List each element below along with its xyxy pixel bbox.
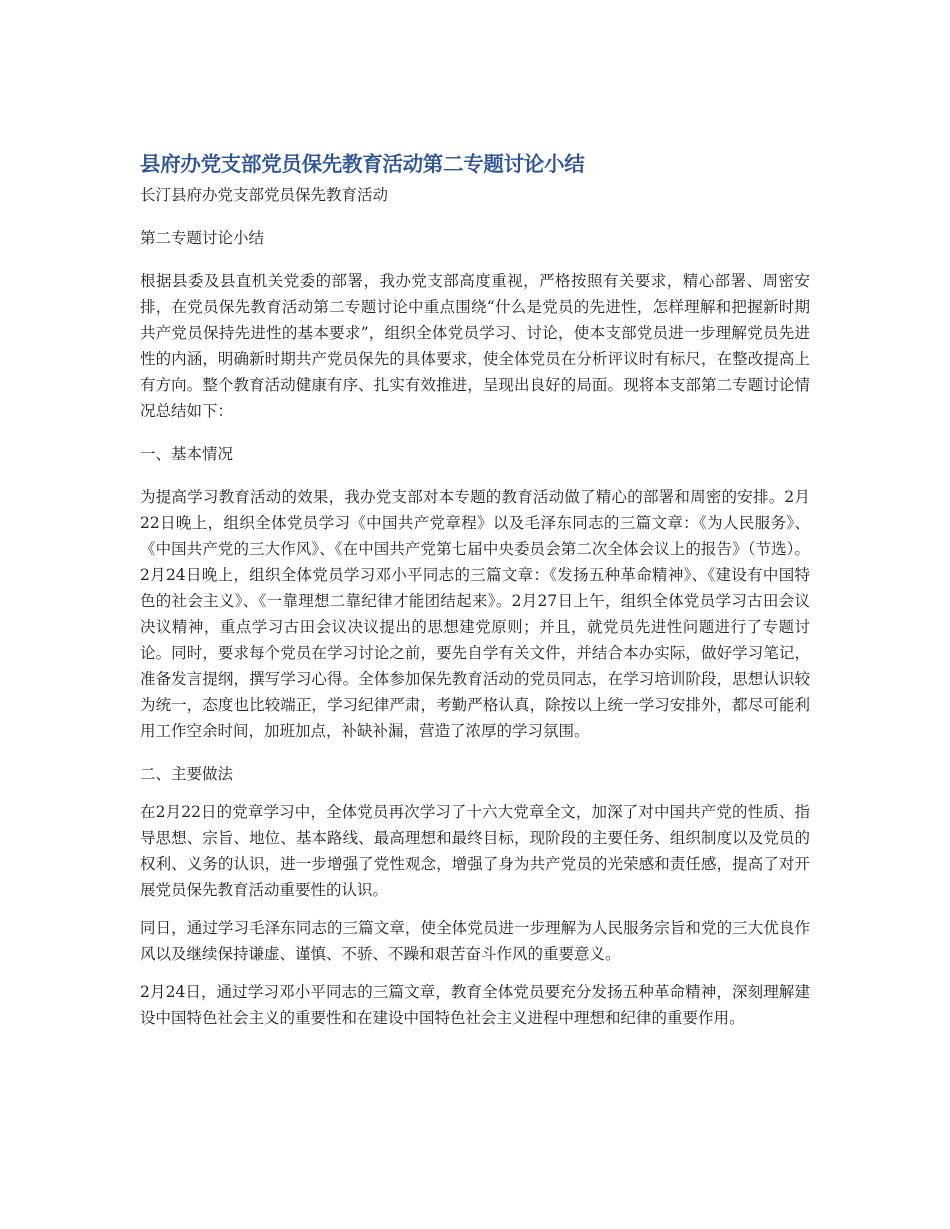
basic-situation-paragraph: 为提高学习教育活动的效果，我办党支部对本专题的教育活动做了精心的部署和周密的安排。2月22日晚上，组织全体党员学习《中国共产党章程》以及毛泽东同志的三篇文章：《为人民服务》、《中国共产党的三大作风》、《在中国共产党第七届中央委员会第二次全体会议上的报告》（节选）。2月24日晚上，组织全体党员学习邓小平同志的三篇文章：《发扬五种革命精神》、《建设有中国特色的社会主义》、《一靠理想二靠纪律才能团结起来》。2月27日上午，组织全体党员学习古田会议决议精神，重点学习古田会议决议提出的思想建党原则；并且，就党员先进性问题进行了专题讨论。同时，要求每个党员在学习讨论之前，要先自学有关文件，并结合本办实际，做好学习笔记，准备发言提纲，撰写学习心得。全体参加保先教育活动的党员同志，在学习培训阶段，思想认识较为统一，态度也比较端正，学习纪律严肃，考勤严格认真，除按以上统一学习安排外，都尽可能利用工作空余时间，加班加点，补缺补漏，营造了浓厚的学习氛围。 — [140, 488, 810, 740]
document-page — [140, 148, 810, 1031]
practices-paragraph-3: 2月24日，通过学习邓小平同志的三篇文章，教育全体党员要充分发扬五种革命精神，深刻理解建设中国特色社会主义的重要性和在建设中国特色社会主义进程中理想和纪律的重要作用。 — [140, 983, 810, 1027]
document-subtitle: 长汀县府办党支部党员保先教育活动 — [140, 186, 389, 204]
section-heading-basic-situation: 一、基本情况 — [140, 445, 234, 463]
practices-paragraph-2: 同日，通过学习毛泽东同志的三篇文章，使全体党员进一步理解为人民服务宗旨和党的三大优良作风以及继续保持谦虚、谨慎、不骄、不躁和艰苦奋斗作风的重要意义。 — [140, 919, 810, 963]
intro-paragraph: 根据县委及县直机关党委的部署，我办党支部高度重视，严格按照有关要求，精心部署、周密安排，在党员保先教育活动第二专题讨论中重点围绕“什么是党员的先进性，怎样理解和把握新时期共产党员保持先进性的基本要求”，组织全体党员学习、讨论，使本支部党员进一步理解党员先进性的内涵，明确新时期共产党员保先的具体要求，使全体党员在分析评议时有标尺，在整改提高上有方向。整个教育活动健康有序、扎实有效推进，呈现出良好的局面。现将本支部第二专题讨论情况总结如下： — [140, 272, 810, 420]
section-heading-main-practices: 二、主要做法 — [140, 765, 234, 783]
section-subtitle: 第二专题讨论小结 — [140, 229, 265, 247]
document-title: 县府办党支部党员保先教育活动第二专题讨论小结 — [140, 152, 585, 176]
practices-paragraph-1: 在2月22日的党章学习中，全体党员再次学习了十六大党章全文，加深了对中国共产党的性质、指导思想、宗旨、地位、基本路线、最高理想和最终目标，现阶段的主要任务、组织制度以及党员的权利、义务的认识，进一步增强了党性观念，增强了身为共产党员的光荣感和责任感，提高了对开展党员保先教育活动重要性的认识。 — [140, 803, 810, 899]
